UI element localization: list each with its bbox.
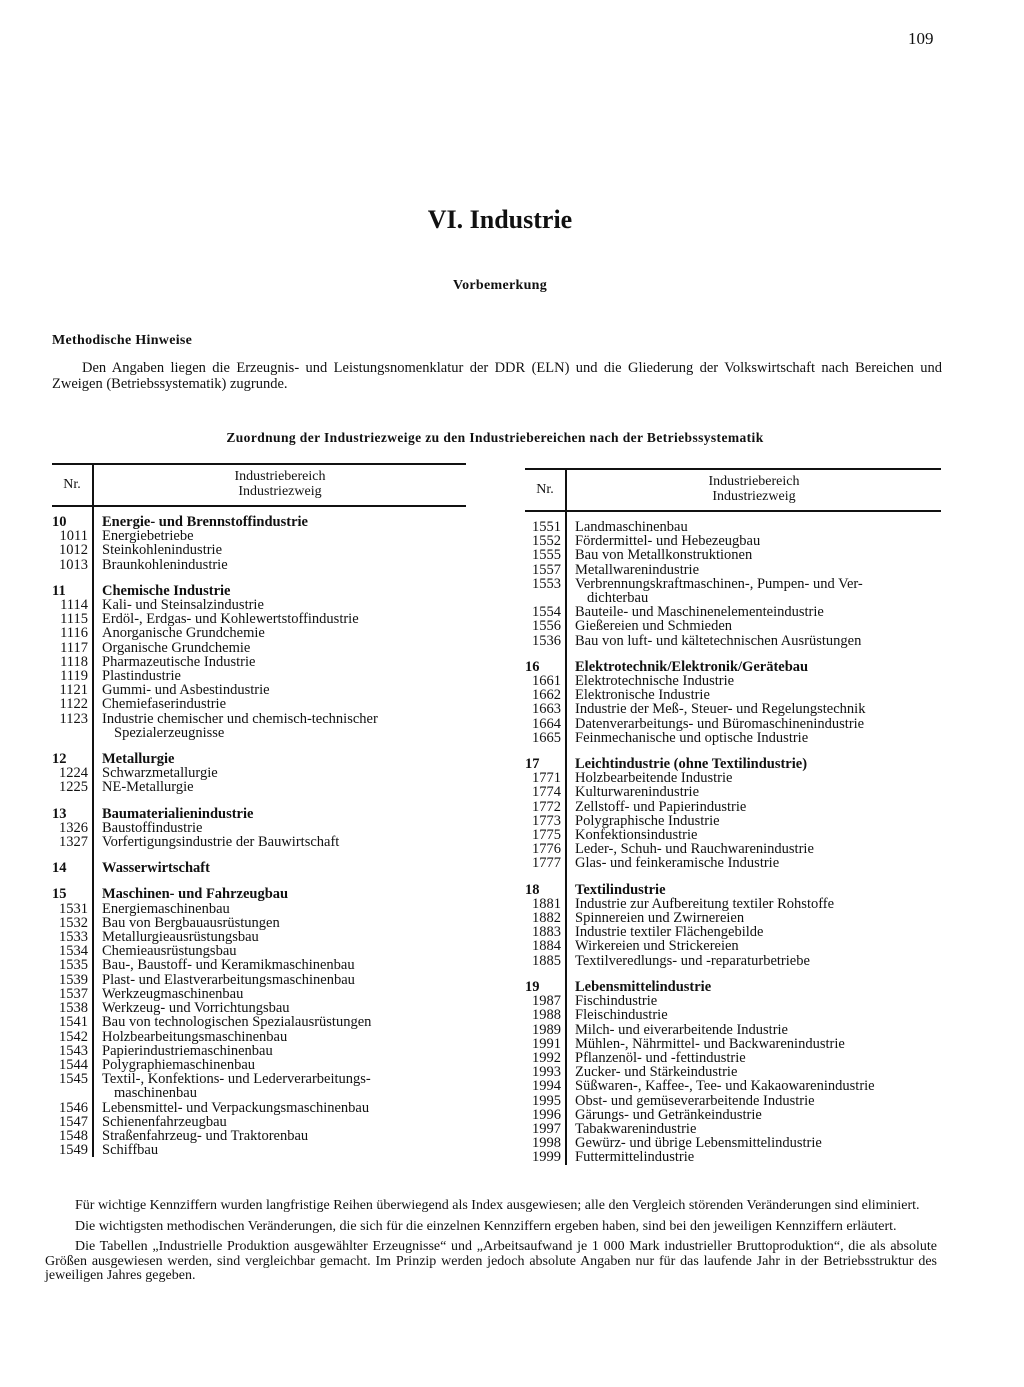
industry-branch-row [525,771,941,785]
industry-branch-row [525,634,941,648]
industry-sector-row [52,861,466,875]
industry-branch-row [52,697,466,711]
row-number: 1119 [60,668,88,685]
row-number: 13 [52,805,67,822]
row-number: 1116 [60,625,88,642]
row-name: Plast- und Elastverarbeitungsmaschinenbau [102,971,355,988]
industry-branch-row [525,939,941,953]
row-name: Gießereien und Schmieden [575,618,733,635]
row-number: 1882 [532,910,561,927]
row-name: Metallurgieausrüstungsbau [102,929,259,946]
row-number: 1772 [532,798,561,815]
row-number: 1776 [532,841,561,858]
row-name: Feinmechanische und optische Industrie [575,729,809,746]
section-heading: Methodische Hinweise [52,333,193,348]
industry-sector-row [525,757,941,771]
row-number: 1662 [532,687,561,704]
industry-branch-row [525,717,941,731]
row-number: 1883 [532,924,561,941]
row-name: Chemieausrüstungsbau [102,943,237,960]
row-name: Elektrotechnik/Elektronik/Gerätebau [575,658,809,675]
industry-branch-row [525,534,941,548]
row-name: Baumaterialienindustrie [102,805,254,822]
row-name-continuation: Spezialerzeugnisse [114,724,225,741]
row-name: Bau von Bergbauausrüstungen [102,914,280,931]
row-number: 1664 [532,715,561,732]
row-number: 1988 [532,1007,561,1024]
row-number: 1225 [59,779,88,796]
industry-branch-row [525,1136,941,1150]
row-name: Erdöl-, Erdgas- und Kohlewertstoffindustrie [102,611,359,628]
row-name: Lebensmittelindustrie [575,978,712,995]
industry-branch-row [52,655,466,669]
row-number: 1993 [532,1064,561,1081]
industry-branch-row [525,1065,941,1079]
chapter-title: VI. Industrie [427,205,573,234]
row-number: 1224 [59,765,88,782]
row-name: Schiffbau [102,1142,159,1159]
row-number: 18 [525,881,540,898]
subheading: Vorbemerkung [452,278,548,293]
row-number: 1118 [60,653,88,670]
header-nr: Nr. [52,465,94,505]
row-number: 1553 [532,575,561,592]
row-number: 1998 [532,1135,561,1152]
industry-branch-row [52,1115,466,1129]
row-number: 1115 [60,611,88,628]
row-name: Futtermittelindustrie [575,1149,695,1166]
row-name: Organische Grundchemie [102,639,251,656]
row-name-continuation: maschinenbau [114,1085,197,1102]
row-name: Maschinen- und Fahrzeugbau [102,886,289,903]
industry-branch-row [52,529,466,543]
industry-branch-row [525,731,941,745]
row-number: 1987 [532,993,561,1010]
row-name: Elektronische Industrie [575,687,710,704]
row-number: 1327 [59,834,88,851]
row-name: Leder-, Schuh- und Rauchwarenindustrie [575,841,814,858]
row-name: Mühlen-, Nährmittel- und Backwarenindustrie [575,1035,845,1052]
row-number: 1777 [532,855,561,872]
industry-branch-row [52,1030,466,1044]
row-number: 12 [52,751,67,768]
industry-branch-row [52,669,466,683]
industry-branch-row [525,800,941,814]
industry-branch-row [525,925,941,939]
row-name: Glas- und feinkeramische Industrie [575,855,780,872]
row-number: 1663 [532,701,561,718]
row-number: 1995 [532,1092,561,1109]
row-name: Kulturwarenindustrie [575,784,700,801]
industry-branch-row [525,674,941,688]
row-name: Anorganische Grundchemie [102,625,265,642]
row-number: 1991 [532,1035,561,1052]
row-name: Werkzeugmaschinenbau [102,985,244,1002]
industry-branch-row [52,712,466,726]
row-number: 1535 [59,957,88,974]
row-name: Metallwarenindustrie [575,561,700,578]
row-number: 1546 [59,1099,88,1116]
header-nr: Nr. [525,470,567,510]
industry-branch-row [525,911,941,925]
industry-sector-row [525,883,941,897]
row-name: Industrie der Meß-, Steuer- und Regelungstechnik [575,701,866,718]
assignment-table-left [52,463,466,1157]
row-name: NE-Metallurgie [102,779,194,796]
row-name: Verbrennungskraftmaschinen-, Pumpen- und Ver- [575,575,863,592]
row-name: Energie- und Brennstoffindustrie [102,514,308,530]
industry-branch-row [525,1008,941,1022]
industry-sector-row [52,752,466,766]
row-name: Fördermittel- und Hebezeugbau [575,533,761,550]
row-number: 1543 [59,1042,88,1059]
table-header [52,463,466,507]
industry-branch-row [52,944,466,958]
industry-branch-row [52,821,466,835]
row-number: 1552 [532,533,561,550]
row-name: Pflanzenöl- und -fettindustrie [575,1049,746,1066]
row-name: Chemiefaserindustrie [102,696,227,713]
header-label [567,470,941,510]
row-number: 1539 [59,971,88,988]
row-number: 1532 [59,914,88,931]
header-label-line1: Industriebereich [234,469,326,484]
row-name: Leichtindustrie (ohne Textilindustrie) [575,756,808,773]
industry-branch-row [525,605,941,619]
row-number: 1326 [59,819,88,836]
row-number: 1557 [532,561,561,578]
row-name: Chemische Industrie [102,582,231,599]
industry-branch-row [525,785,941,799]
industry-branch-row [52,598,466,612]
industry-branch-row [525,842,941,856]
industry-branch-row [525,1122,941,1136]
row-number: 1542 [59,1028,88,1045]
industry-branch-row [52,543,466,557]
row-name: Schienenfahrzeugbau [102,1113,227,1130]
industry-branch-row [525,814,941,828]
industry-branch-row [525,1094,941,1108]
row-name: Textilveredlungs- und -reparaturbetriebe [575,952,810,969]
industry-sector-row [525,660,941,674]
row-number: 14 [52,860,67,877]
row-name: Konfektionsindustrie [575,827,698,844]
row-number: 1665 [532,729,561,746]
row-name: Holzbearbeitende Industrie [575,770,733,787]
row-name: Bau-, Baustoff- und Keramikmaschinenbau [102,957,355,974]
row-number: 19 [525,978,540,995]
page-number: 109 [908,29,934,48]
industry-branch-row [525,1051,941,1065]
industry-branch-row [525,1108,941,1122]
row-name: Metallurgie [102,751,175,768]
row-number: 1547 [59,1113,88,1130]
table-body-left [52,507,466,1157]
row-name: Zucker- und Stärkeindustrie [575,1064,738,1081]
row-number: 1122 [59,696,88,713]
row-number: 1013 [59,556,88,573]
industry-branch-row [52,1129,466,1143]
row-number: 1551 [532,519,561,535]
table-title: Zuordnung der Industriezweige zu den Industriebereichen nach der Betriebssystematik [226,430,764,445]
row-name: Textilindustrie [575,881,666,898]
industry-branch-row [52,1143,466,1157]
row-number: 1012 [59,542,88,559]
row-name: Schwarzmetallurgie [102,765,218,782]
row-name: Polygraphiemaschinenbau [102,1056,256,1073]
industry-branch-row [52,1072,466,1086]
row-name: Energiemaschinenbau [102,900,230,917]
industry-branch-row [52,558,466,572]
industry-branch-row [52,1058,466,1072]
industry-branch-row [52,780,466,794]
row-name: Süßwaren-, Kaffee-, Tee- und Kakaowarenindustrie [575,1078,875,1095]
industry-sector-row [52,887,466,901]
row-name-continuation: dichterbau [587,590,649,607]
industry-branch-row [525,563,941,577]
row-name: Obst- und gemüseverarbeitende Industrie [575,1092,815,1109]
table-body-right [525,512,941,1165]
industry-branch-row [52,1101,466,1115]
row-number: 1773 [532,812,561,829]
row-name: Energiebetriebe [102,528,194,545]
intro-paragraph: Den Angaben liegen die Erzeugnis- und Leistungsnomenklatur der DDR (ELN) und die Gliederung der Volkswirtschaft nach Bereichen und Zweigen (Betriebssystematik) zugrunde. [52,360,942,392]
row-number: 1534 [59,943,88,960]
footer-notes [45,1199,937,1290]
industry-branch-row [525,702,941,716]
row-number: 1885 [532,952,561,969]
row-number: 1774 [532,784,561,801]
industry-sector-row [52,584,466,598]
industry-branch-row [525,1079,941,1093]
industry-branch-row [525,1150,941,1164]
industry-sector-row [52,515,466,529]
industry-branch-row [52,958,466,972]
row-name: Fischindustrie [575,993,658,1010]
header-label-line1: Industriebereich [708,474,800,489]
row-name: Papierindustriemaschinenbau [102,1042,273,1059]
row-name: Industrie chemischer und chemisch-technischer [102,710,378,727]
row-name: Holzbearbeitungsmaschinenbau [102,1028,288,1045]
industry-sector-row [52,807,466,821]
industry-branch-row [52,1015,466,1029]
row-number: 1548 [59,1127,88,1144]
row-number: 15 [52,886,67,903]
row-name: Bauteile- und Maschinenelementeindustrie [575,604,824,621]
industry-branch-row [52,683,466,697]
row-number: 1996 [532,1106,561,1123]
industry-branch-row [52,626,466,640]
industry-branch-row [52,987,466,1001]
row-name: Industrie zur Aufbereitung textiler Rohstoffe [575,895,835,912]
row-number: 1538 [59,1000,88,1017]
row-name: Wasserwirtschaft [102,860,210,877]
industry-sector-row [525,980,941,994]
industry-branch-row [52,641,466,655]
footer-paragraph: Für wichtige Kennziffern wurden langfristige Reihen überwiegend als Index ausgewiesen; alle den Vergleich störenden Veränderungen sind eliminiert. [75,1198,920,1213]
row-name: Plastindustrie [102,668,181,685]
row-number: 1531 [59,900,88,917]
row-name: Werkzeug- und Vorrichtungsbau [102,1000,290,1017]
row-name: Lebensmittel- und Verpackungsmaschinenbau [102,1099,370,1116]
industry-branch-row [525,577,941,591]
header-label-line2: Industriezweig [238,484,322,499]
row-name: Elektrotechnische Industrie [575,673,735,690]
row-number: 1549 [59,1142,88,1159]
assignment-table-right [525,468,941,1165]
row-number: 16 [525,658,540,675]
industry-branch-row [525,619,941,633]
row-number: 1555 [532,547,561,564]
row-number: 1992 [532,1049,561,1066]
row-name: Steinkohlenindustrie [102,542,223,559]
row-name: Industrie textiler Flächengebilde [575,924,764,941]
row-name: Wirkereien und Strickereien [575,938,739,955]
row-number: 1989 [532,1021,561,1038]
row-name: Zellstoff- und Papierindustrie [575,798,747,815]
industry-branch-row [52,916,466,930]
row-number: 1994 [532,1078,561,1095]
row-name: Vorfertigungsindustrie der Bauwirtschaft [102,834,340,851]
industry-branch-row [525,688,941,702]
row-name: Milch- und eiverarbeitende Industrie [575,1021,788,1038]
industry-branch-row [525,520,941,534]
header-label [94,465,466,505]
industry-branch-row [525,1023,941,1037]
industry-branch-row [52,612,466,626]
row-name: Tabakwarenindustrie [575,1120,697,1137]
industry-branch-row [52,902,466,916]
row-name: Bau von luft- und kältetechnischen Ausrüstungen [575,632,862,649]
row-number: 1537 [59,985,88,1002]
row-number: 1541 [59,1014,88,1031]
row-number: 11 [52,582,66,599]
industry-branch-row [525,856,941,870]
row-name: Bau von Metallkonstruktionen [575,547,753,564]
row-name: Spinnereien und Zwirnereien [575,910,745,927]
industry-branch-row [52,835,466,849]
industry-branch-row [52,973,466,987]
row-number: 1544 [59,1056,88,1073]
row-name: Landmaschinenbau [575,519,688,535]
row-name: Kali- und Steinsalzindustrie [102,597,264,614]
row-number: 1775 [532,827,561,844]
row-number: 1011 [59,528,88,545]
row-number: 1556 [532,618,561,635]
industry-branch-row [525,828,941,842]
row-name: Braunkohlenindustrie [102,556,228,573]
row-number: 1117 [60,639,88,656]
row-number: 10 [52,514,67,530]
industry-branch-row [52,766,466,780]
industry-branch-row [52,1001,466,1015]
industry-branch-row [525,1037,941,1051]
row-number: 1123 [59,710,88,727]
row-name: Gärungs- und Getränkeindustrie [575,1106,762,1123]
row-name: Straßenfahrzeug- und Traktorenbau [102,1127,309,1144]
industry-branch-row [525,954,941,968]
row-number: 1554 [532,604,561,621]
footer-paragraph: Die Tabellen „Industrielle Produktion ausgewählter Erzeugnisse“ und „Arbeitsaufwand je 1 000 Mark industrieller Bruttoproduktion“, die als absolute Größen ausgewiesen werden, sind vergleichbar gemacht. Im Prinzip werden jedoch absolute Angaben nur für das laufende Jahr in der Betriebsstruktur des jeweiligen Jahres gegeben. [45,1239,937,1283]
row-number: 1999 [532,1149,561,1166]
industry-branch-row [525,548,941,562]
row-name: Polygraphische Industrie [575,812,720,829]
table-header [525,468,941,512]
industry-branch-row [52,1044,466,1058]
row-number: 1771 [532,770,561,787]
row-number: 1884 [532,938,561,955]
row-name: Fleischindustrie [575,1007,668,1024]
footer-paragraph: Die wichtigsten methodischen Veränderungen, die sich für die einzelnen Kennziffern ergeben haben, sind bei den jeweiligen Kennziffern erläutert. [75,1218,897,1234]
row-name: Pharmazeutische Industrie [102,653,256,670]
row-number: 1997 [532,1120,561,1137]
row-name: Gewürz- und übrige Lebensmittelindustrie [575,1135,822,1152]
row-number: 1881 [532,895,561,912]
row-number: 17 [525,756,540,773]
industry-branch-row [52,930,466,944]
row-number: 1536 [532,632,561,649]
row-number: 1533 [59,929,88,946]
industry-branch-row [525,994,941,1008]
row-number: 1121 [59,682,88,699]
row-name: Baustoffindustrie [102,819,203,836]
header-label-line2: Industriezweig [712,489,796,504]
row-name: Gummi- und Asbestindustrie [102,682,270,699]
row-number: 1114 [60,597,88,614]
industry-branch-row [525,897,941,911]
row-number: 1661 [532,673,561,690]
row-name: Bau von technologischen Spezialausrüstungen [102,1014,372,1031]
row-name: Textil-, Konfektions- und Lederverarbeitungs- [102,1071,371,1088]
row-name: Datenverarbeitungs- und Büromaschinenindustrie [575,715,865,732]
row-number: 1545 [59,1071,88,1088]
